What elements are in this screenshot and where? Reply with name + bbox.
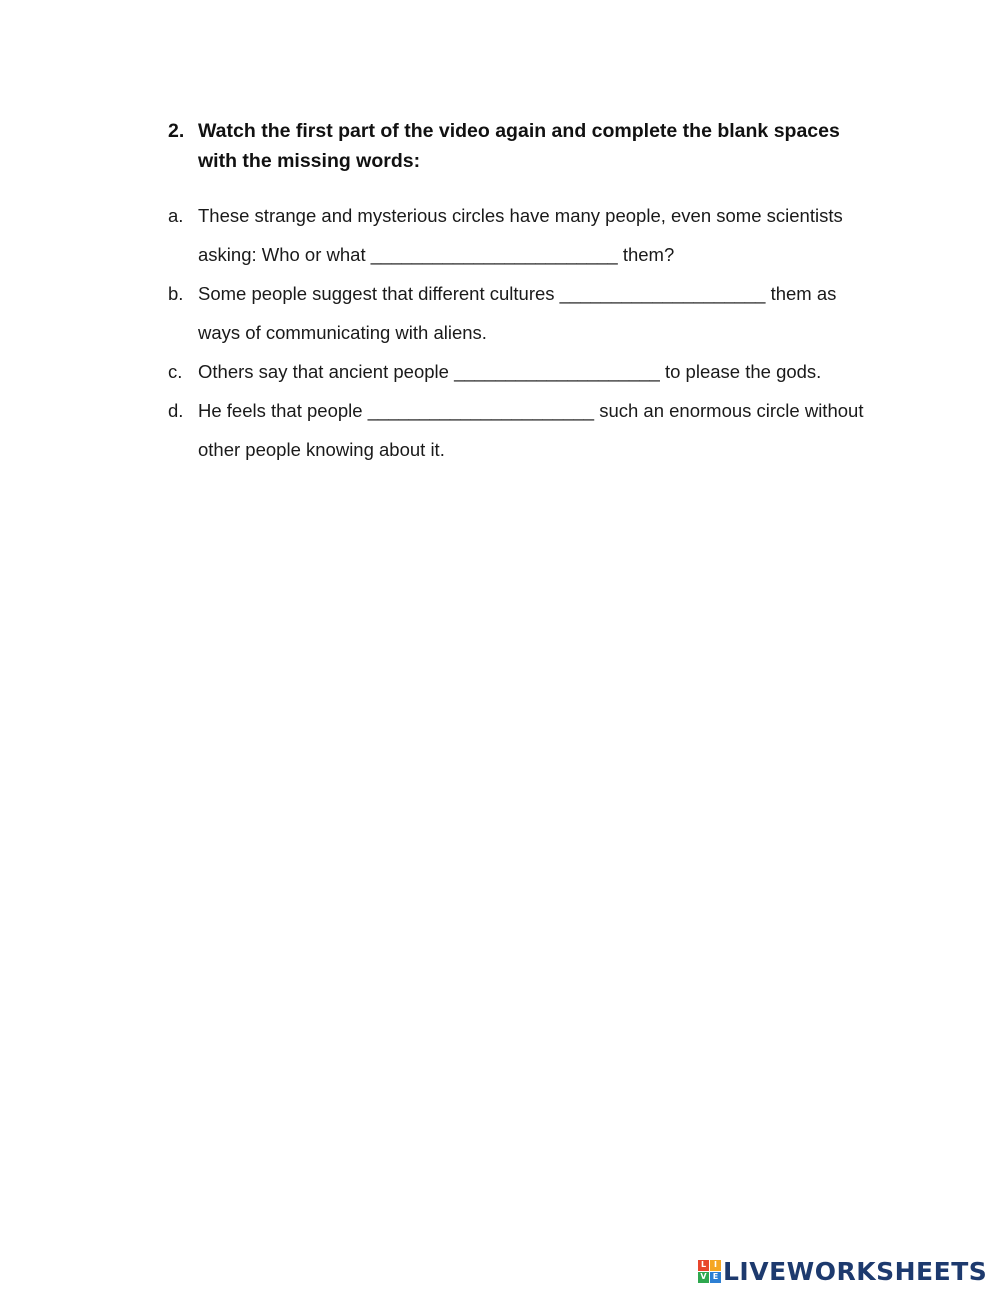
question-number: 2. bbox=[168, 120, 185, 142]
logo-square-v: V bbox=[698, 1272, 709, 1283]
question-item-c bbox=[168, 352, 868, 391]
item-letter: b. bbox=[168, 283, 184, 304]
question-block bbox=[168, 116, 868, 469]
item-text: These strange and mysterious circles have many people, even some scientists asking: Who or what ________________________ them? bbox=[198, 205, 843, 265]
question-item-d bbox=[168, 391, 868, 469]
logo-squares-icon bbox=[698, 1260, 721, 1283]
item-letter: c. bbox=[168, 361, 183, 382]
item-letter: d. bbox=[168, 400, 184, 421]
question-items bbox=[168, 196, 868, 469]
question-item-b bbox=[168, 274, 868, 352]
question-heading bbox=[168, 116, 868, 176]
item-text: Others say that ancient people ____________________ to please the gods. bbox=[198, 361, 822, 382]
logo-square-i: I bbox=[710, 1260, 721, 1271]
question-instructions: Watch the first part of the video again and complete the blank spaces with the missing words: bbox=[198, 120, 840, 172]
logo-square-l: L bbox=[698, 1260, 709, 1271]
logo-square-e: E bbox=[710, 1272, 721, 1283]
liveworksheets-logo bbox=[698, 1256, 987, 1286]
item-letter: a. bbox=[168, 205, 184, 226]
logo-text: LIVEWORKSHEETS bbox=[723, 1256, 988, 1286]
item-text: Some people suggest that different cultures ____________________ them as ways of communicating with aliens. bbox=[198, 283, 837, 343]
item-text: He feels that people ______________________ such an enormous circle without other people knowing about it. bbox=[198, 400, 864, 460]
question-item-a bbox=[168, 196, 868, 274]
